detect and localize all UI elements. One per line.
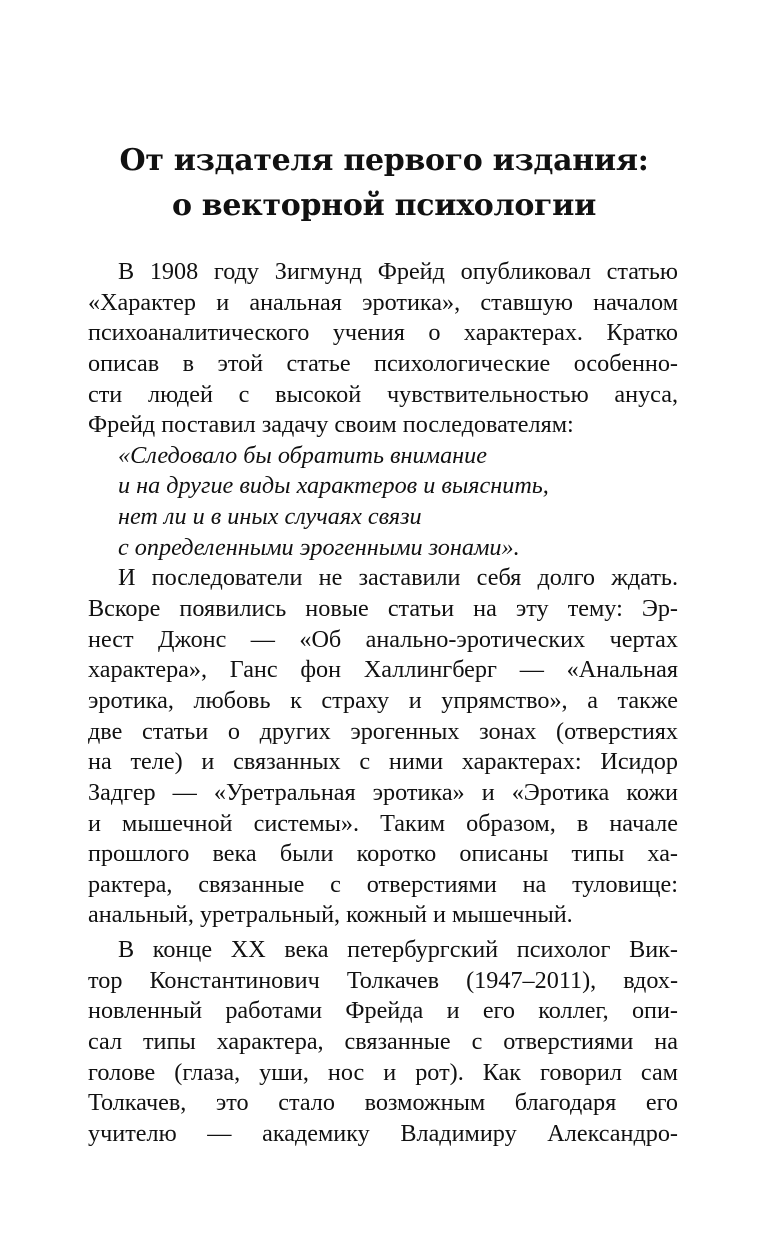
text-line: описав в этой статье психологические особенно- <box>88 349 678 377</box>
text-line: нест Джонс — «Об анально-эротических чертах <box>88 625 678 653</box>
quote-line: и на другие виды характеров и выяснить, <box>118 472 549 500</box>
text-line: сал типы характера, связанные с отверстиями на <box>88 1028 678 1056</box>
freud-quote <box>88 441 678 564</box>
page-body-text <box>88 257 678 1150</box>
text-line: Задгер — «Уретральная эротика» и «Эротика кожи <box>88 778 678 806</box>
text-line: И последователи не заставили себя долго ждать. <box>118 564 678 592</box>
text-line: анальный, уретральный, кожный и мышечный. <box>88 901 573 929</box>
quote-line: нет ли и в иных случаях связи <box>118 503 422 531</box>
text-line: учителю — академику Владимиру Александро- <box>88 1119 678 1147</box>
text-line: рактера, связанные с отверстиями на туловище: <box>88 870 678 898</box>
quote-line: с определенными эрогенными зонами». <box>118 533 520 561</box>
text-line: В 1908 году Зигмунд Фрейд опубликовал статью <box>118 258 678 285</box>
text-line: Вскоре появились новые статьи на эту тему: Эр- <box>88 595 678 623</box>
quote-line: «Следовало бы обратить внимание <box>118 441 488 469</box>
paragraph-3 <box>88 935 678 1149</box>
chapter-heading <box>88 138 680 228</box>
paragraph-1 <box>88 257 678 441</box>
text-line: Толкачев, это стало возможным благодаря его <box>88 1089 678 1117</box>
text-line: прошлого века были коротко описаны типы ха- <box>88 840 678 868</box>
chapter-heading-line-2: о векторной психологии <box>171 188 597 223</box>
text-line: на теле) и связанных с ними характерах: Исидор <box>88 748 678 776</box>
chapter-heading-line-1: От издателя первого издания: <box>119 143 649 178</box>
text-line: характера», Ганс фон Халлингберг — «Анальная <box>88 656 678 684</box>
text-line: сти людей с высокой чувствительностью ануса, <box>88 380 678 408</box>
text-line: «Характер и анальная эротика», ставшую началом <box>88 288 678 316</box>
paragraph-2 <box>88 563 678 931</box>
text-line: голове (глаза, уши, нос и рот). Как говорил сам <box>88 1058 678 1086</box>
text-line: тор Константинович Толкачев (1947–2011), вдох- <box>88 966 678 994</box>
text-line: психоаналитического учения о характерах. Кратко <box>88 319 678 347</box>
text-line: эротика, любовь к страху и упрямство», а также <box>88 686 678 714</box>
text-line: и мышечной системы». Таким образом, в начале <box>88 809 678 837</box>
text-line: В конце XX века петербургский психолог Вик- <box>118 936 678 964</box>
text-line: новленный работами Фрейда и его коллег, опи- <box>88 997 678 1025</box>
text-line: Фрейд поставил задачу своим последователям: <box>88 411 574 439</box>
text-line: две статьи о других эрогенных зонах (отверстиях <box>88 717 678 745</box>
